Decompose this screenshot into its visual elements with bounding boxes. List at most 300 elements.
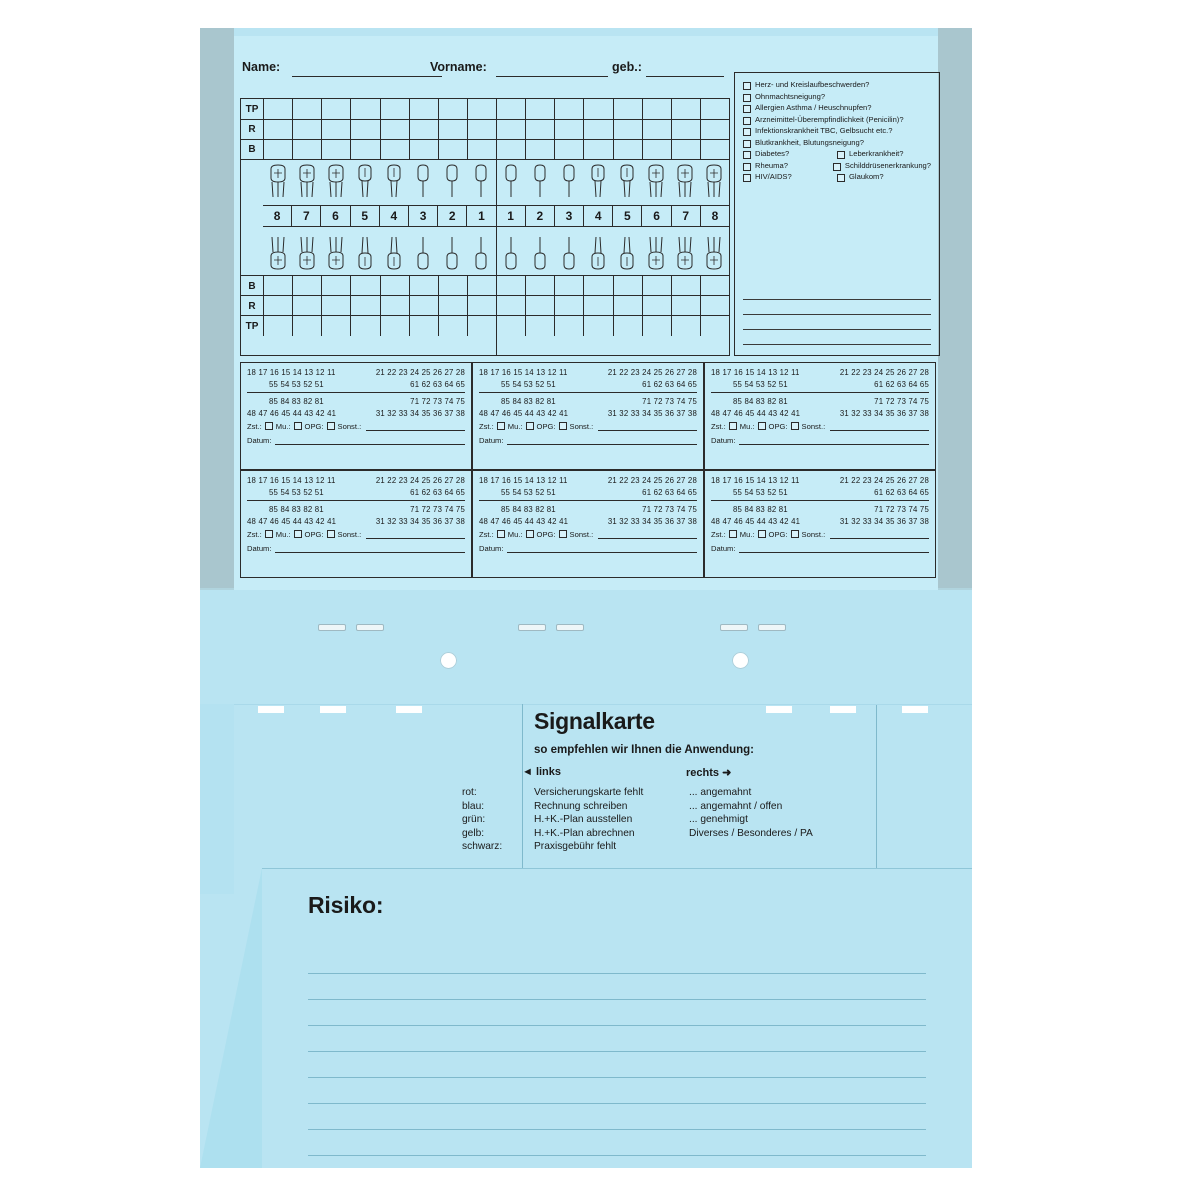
datum-field[interactable] — [275, 543, 465, 553]
tooth-number: 3 — [409, 206, 438, 226]
risiko-line[interactable] — [308, 948, 926, 974]
teeth-row-lower — [263, 225, 729, 275]
findings-status[interactable] — [247, 421, 465, 431]
anamnesis-label: Herz- und Kreislaufbeschwerden? — [755, 80, 870, 89]
findings-row — [247, 397, 465, 406]
signal-color: grün: — [462, 814, 486, 826]
tooth-number: 2 — [526, 206, 555, 226]
tooth-icon — [700, 225, 729, 275]
clip-bar — [518, 624, 546, 631]
mu-label: Mu.: — [275, 421, 291, 431]
anamnesis-item[interactable] — [743, 81, 931, 90]
checkbox[interactable] — [833, 163, 841, 171]
anamnesis-item[interactable] — [743, 116, 931, 125]
tooth-icon — [438, 159, 467, 205]
filing-mechanism — [200, 610, 972, 706]
geb-label: geb.: — [612, 60, 642, 74]
opg-label: OPG: — [304, 421, 324, 431]
findings-left: 85 84 83 82 81 — [733, 505, 788, 514]
checkbox[interactable] — [743, 174, 751, 182]
row-label: TP — [241, 316, 264, 336]
findings-row — [479, 409, 697, 418]
signal-left: Versicherungskarte fehlt — [534, 787, 644, 798]
checkbox[interactable] — [294, 422, 302, 430]
zst-label: Zst.: — [479, 529, 494, 539]
findings-right: 71 72 73 74 75 — [874, 505, 929, 514]
risiko-line[interactable] — [308, 1052, 926, 1078]
findings-row — [479, 517, 697, 526]
checkbox[interactable] — [327, 530, 335, 538]
signalkarte-title: Signalkarte — [534, 708, 655, 734]
chart-row-b-upper — [241, 139, 729, 160]
findings-row — [247, 517, 465, 526]
findings-row — [711, 488, 929, 497]
sonst-label: Sonst.: — [801, 421, 826, 431]
row-cells[interactable] — [264, 99, 729, 119]
findings-grid — [240, 362, 938, 580]
signalkarte-right-header: rechts ➜ — [686, 767, 732, 779]
datum-label: Datum: — [711, 543, 736, 553]
sonst-label: Sonst.: — [569, 529, 594, 539]
mu-label: Mu.: — [275, 529, 291, 539]
findings-row — [711, 409, 929, 418]
findings-right: 31 32 33 34 35 36 37 38 — [607, 517, 697, 526]
clip-bar — [758, 624, 786, 631]
sonst-field[interactable] — [598, 529, 697, 539]
signalkarte-left-header: ◄ links — [522, 766, 562, 778]
findings-right: 31 32 33 34 35 36 37 38 — [839, 517, 929, 526]
findings-row — [479, 488, 697, 497]
checkbox[interactable] — [497, 422, 505, 430]
anamnesis-notes[interactable] — [743, 285, 931, 345]
findings-left: 18 17 16 15 14 13 12 11 — [711, 476, 800, 485]
opg-label: OPG: — [768, 421, 788, 431]
findings-right: 21 22 23 24 25 26 27 28 — [607, 368, 697, 377]
vorname-label: Vorname: — [430, 60, 487, 74]
tooth-icon — [292, 225, 321, 275]
checkbox[interactable] — [526, 422, 534, 430]
tooth-icon — [380, 225, 409, 275]
findings-status[interactable] — [247, 529, 465, 539]
anamnesis-box — [734, 72, 940, 356]
checkbox[interactable] — [758, 422, 766, 430]
tooth-icon — [467, 225, 496, 275]
checkbox[interactable] — [729, 422, 737, 430]
signal-row — [462, 813, 869, 827]
mu-label: Mu.: — [507, 529, 523, 539]
findings-right: 21 22 23 24 25 26 27 28 — [839, 368, 929, 377]
findings-divider — [711, 392, 929, 393]
sonst-field[interactable] — [366, 421, 465, 431]
row-label: B — [241, 139, 264, 159]
findings-row — [711, 380, 929, 389]
signal-right: ... angemahnt / offen — [689, 800, 783, 812]
zst-label: Zst.: — [479, 421, 494, 431]
opg-label: OPG: — [304, 529, 324, 539]
findings-left: 55 54 53 52 51 — [733, 380, 788, 389]
checkbox[interactable] — [497, 530, 505, 538]
checkbox[interactable] — [743, 140, 751, 148]
tooth-number: 1 — [467, 206, 496, 226]
signal-left: H.+K.-Plan abrechnen — [534, 827, 635, 839]
signalkarte-subtitle: so empfehlen wir Ihnen die Anwendung: — [534, 744, 754, 756]
risiko-line[interactable] — [308, 974, 926, 1000]
tooth-icon — [671, 225, 700, 275]
findings-left: 55 54 53 52 51 — [501, 380, 556, 389]
findings-left: 18 17 16 15 14 13 12 11 — [479, 368, 568, 377]
findings-divider — [479, 500, 697, 501]
datum-field[interactable] — [275, 435, 465, 445]
row-cells[interactable] — [264, 316, 729, 336]
row-cells[interactable] — [264, 276, 729, 296]
row-label: R — [241, 296, 264, 316]
tooth-chart — [240, 98, 730, 356]
findings-row — [711, 476, 929, 485]
tooth-number-row — [263, 205, 729, 227]
tooth-icon — [496, 225, 525, 275]
findings-right: 21 22 23 24 25 26 27 28 — [375, 476, 465, 485]
findings-left: 55 54 53 52 51 — [269, 380, 324, 389]
sonst-label: Sonst.: — [801, 529, 826, 539]
findings-left: 18 17 16 15 14 13 12 11 — [247, 476, 336, 485]
sonst-field[interactable] — [598, 421, 697, 431]
tooth-number: 4 — [584, 206, 613, 226]
risiko-line[interactable] — [308, 1104, 926, 1130]
findings-right: 71 72 73 74 75 — [642, 505, 697, 514]
anamnesis-label: Rheuma? — [755, 160, 788, 170]
findings-date[interactable] — [247, 435, 465, 445]
signal-left: Rechnung schreiben — [534, 800, 628, 812]
tooth-number: 5 — [351, 206, 380, 226]
findings-status[interactable] — [479, 421, 697, 431]
risiko-line[interactable] — [308, 1000, 926, 1026]
findings-right: 61 62 63 64 65 — [642, 488, 697, 497]
checkbox[interactable] — [837, 174, 845, 182]
row-label: B — [241, 276, 264, 296]
findings-right: 21 22 23 24 25 26 27 28 — [375, 368, 465, 377]
datum-field[interactable] — [739, 543, 929, 553]
signal-right: Diverses / Besonderes / PA — [689, 827, 813, 839]
findings-date[interactable] — [711, 543, 929, 553]
datum-label: Datum: — [479, 435, 504, 445]
findings-right: 71 72 73 74 75 — [642, 397, 697, 406]
findings-left: 85 84 83 82 81 — [501, 397, 556, 406]
anamnesis-label: Allergien Asthma / Heuschnupfen? — [755, 103, 872, 112]
datum-label: Datum: — [247, 543, 272, 553]
signal-color: gelb: — [462, 827, 485, 839]
findings-divider — [247, 500, 465, 501]
datum-field[interactable] — [507, 435, 697, 445]
tooth-icon — [671, 159, 700, 205]
risiko-line[interactable] — [308, 1130, 926, 1156]
sonst-label: Sonst.: — [337, 529, 362, 539]
tooth-icon — [525, 225, 554, 275]
anamnesis-label-2: Leberkrankheit? — [849, 149, 904, 158]
tooth-icon — [321, 225, 350, 275]
datum-field[interactable] — [507, 543, 697, 553]
punch-hole — [440, 652, 457, 669]
findings-right: 61 62 63 64 65 — [642, 380, 697, 389]
mu-label: Mu.: — [739, 529, 755, 539]
findings-right: 61 62 63 64 65 — [410, 380, 465, 389]
findings-left: 48 47 46 45 44 43 42 41 — [247, 517, 337, 526]
sonst-label: Sonst.: — [337, 421, 362, 431]
findings-left: 18 17 16 15 14 13 12 11 — [479, 476, 568, 485]
tooth-number: 8 — [711, 209, 719, 223]
tooth-number: 2 — [438, 206, 467, 226]
checkbox[interactable] — [743, 94, 751, 102]
checkbox[interactable] — [743, 163, 751, 171]
checkbox[interactable] — [837, 151, 845, 159]
findings-right: 31 32 33 34 35 36 37 38 — [375, 517, 465, 526]
clip-bar — [720, 624, 748, 631]
findings-row — [247, 409, 465, 418]
anamnesis-item[interactable] — [743, 93, 931, 102]
tooth-icon — [496, 159, 525, 205]
findings-right: 71 72 73 74 75 — [410, 505, 465, 514]
mu-label: Mu.: — [739, 421, 755, 431]
findings-row — [479, 368, 697, 377]
findings-row — [479, 476, 697, 485]
signal-row — [462, 840, 869, 854]
tooth-number: 5 — [613, 206, 642, 226]
sonst-field[interactable] — [830, 421, 929, 431]
signal-color: rot: — [462, 787, 477, 798]
anamnesis-item[interactable] — [743, 104, 931, 113]
signalkarte-panel — [200, 704, 972, 894]
anamnesis-item[interactable] — [743, 127, 931, 136]
findings-row — [247, 488, 465, 497]
row-label: TP — [241, 99, 264, 119]
signal-row — [462, 827, 869, 841]
mu-label: Mu.: — [507, 421, 523, 431]
folder-body — [200, 28, 972, 1168]
anamnesis-label: HIV/AIDS? — [755, 172, 792, 181]
findings-left: 85 84 83 82 81 — [269, 397, 324, 406]
findings-status[interactable] — [479, 529, 697, 539]
findings-divider — [247, 392, 465, 393]
findings-row — [247, 380, 465, 389]
row-cells[interactable] — [264, 296, 729, 316]
tooth-icon — [409, 159, 438, 205]
findings-date[interactable] — [711, 435, 929, 445]
findings-left: 48 47 46 45 44 43 42 41 — [479, 409, 569, 418]
findings-block — [704, 362, 936, 470]
checkbox[interactable] — [559, 530, 567, 538]
signal-tab-edge — [876, 704, 898, 705]
zst-label: Zst.: — [711, 529, 726, 539]
checkbox[interactable] — [294, 530, 302, 538]
findings-right: 61 62 63 64 65 — [874, 380, 929, 389]
tooth-icon — [409, 225, 438, 275]
findings-row — [479, 397, 697, 406]
row-cells[interactable] — [264, 139, 729, 159]
findings-row — [711, 397, 929, 406]
checkbox[interactable] — [559, 422, 567, 430]
tooth-number: 3 — [555, 206, 584, 226]
checkbox[interactable] — [743, 82, 751, 90]
tooth-icon — [583, 225, 612, 275]
signal-left-bevel — [200, 704, 234, 894]
datum-label: Datum: — [479, 543, 504, 553]
chart-row-tp-upper — [241, 99, 729, 120]
signal-row — [462, 800, 869, 814]
clip-bar — [356, 624, 384, 631]
anamnesis-label-2: Glaukom? — [849, 172, 884, 181]
opg-label: OPG: — [768, 529, 788, 539]
risiko-lines[interactable] — [308, 948, 926, 1156]
checkbox[interactable] — [758, 530, 766, 538]
chart-row-r-lower — [241, 295, 729, 316]
checkbox[interactable] — [743, 151, 751, 159]
findings-row — [247, 368, 465, 377]
signal-left: Praxisgebühr fehlt — [534, 841, 617, 853]
checkbox[interactable] — [743, 105, 751, 113]
opg-label: OPG: — [536, 421, 556, 431]
findings-left: 55 54 53 52 51 — [501, 488, 556, 497]
anamnesis-item[interactable] — [743, 139, 931, 148]
datum-field[interactable] — [739, 435, 929, 445]
findings-block — [472, 470, 704, 578]
findings-left: 48 47 46 45 44 43 42 41 — [711, 409, 801, 418]
signalkarte-table — [462, 786, 869, 854]
patient-card — [234, 36, 938, 590]
anamnesis-label: Ohnmachtsneigung? — [755, 91, 826, 101]
risiko-line[interactable] — [308, 1026, 926, 1052]
findings-row — [479, 380, 697, 389]
tooth-number: 6 — [321, 206, 350, 226]
chart-row-tp-lower — [241, 315, 729, 336]
findings-left: 48 47 46 45 44 43 42 41 — [479, 517, 569, 526]
checkbox[interactable] — [327, 422, 335, 430]
findings-right: 61 62 63 64 65 — [874, 488, 929, 497]
findings-block — [240, 362, 472, 470]
signal-right — [689, 840, 869, 854]
grey-strip-right — [938, 28, 972, 588]
flap-edge — [262, 868, 972, 869]
row-cells[interactable] — [264, 119, 729, 139]
tooth-icon — [438, 225, 467, 275]
checkbox[interactable] — [743, 128, 751, 136]
tooth-icon — [263, 159, 292, 205]
tooth-icon — [642, 225, 671, 275]
findings-date[interactable] — [479, 435, 697, 445]
findings-left: 48 47 46 45 44 43 42 41 — [711, 517, 801, 526]
findings-right: 21 22 23 24 25 26 27 28 — [607, 476, 697, 485]
signal-color: blau: — [462, 800, 485, 812]
risiko-line[interactable] — [308, 1078, 926, 1104]
geb-field[interactable] — [646, 76, 724, 77]
anamnesis-label-2: Schilddrüsenerkrankung? — [844, 160, 931, 170]
anamnesis-item[interactable] — [743, 150, 931, 159]
tooth-icon — [263, 225, 292, 275]
findings-right: 21 22 23 24 25 26 27 28 — [839, 476, 929, 485]
zst-label: Zst.: — [247, 529, 262, 539]
checkbox[interactable] — [265, 530, 273, 538]
findings-status[interactable] — [711, 529, 929, 539]
checkbox[interactable] — [791, 422, 799, 430]
clip-bar — [556, 624, 584, 631]
findings-divider — [711, 500, 929, 501]
findings-status[interactable] — [711, 421, 929, 431]
tooth-number: 7 — [672, 206, 701, 226]
findings-left: 55 54 53 52 51 — [269, 488, 324, 497]
checkbox[interactable] — [265, 422, 273, 430]
signal-right: ... angemahnt — [689, 787, 752, 798]
tooth-number: 8 — [263, 206, 292, 226]
vorname-field[interactable] — [496, 76, 608, 77]
clip-bar — [318, 624, 346, 631]
tooth-number: 7 — [292, 206, 321, 226]
tooth-icon — [613, 159, 642, 205]
signal-left: H.+K.-Plan ausstellen — [534, 814, 633, 826]
tooth-icon — [554, 225, 583, 275]
anamnesis-item[interactable] — [743, 173, 931, 182]
datum-label: Datum: — [247, 435, 272, 445]
findings-left: 18 17 16 15 14 13 12 11 — [711, 368, 800, 377]
findings-right: 31 32 33 34 35 36 37 38 — [375, 409, 465, 418]
tooth-icon — [613, 225, 642, 275]
tooth-icon — [642, 159, 671, 205]
flap-left-bevel — [200, 868, 262, 1168]
risiko-title: Risiko: — [308, 892, 384, 918]
row-label: R — [241, 119, 264, 139]
tooth-number: 4 — [380, 206, 409, 226]
anamnesis-item[interactable] — [743, 162, 931, 171]
findings-left: 85 84 83 82 81 — [501, 505, 556, 514]
tooth-icon — [292, 159, 321, 205]
checkbox[interactable] — [743, 117, 751, 125]
findings-date[interactable] — [479, 543, 697, 553]
tooth-icon — [525, 159, 554, 205]
sonst-field[interactable] — [830, 529, 929, 539]
name-field[interactable] — [292, 76, 442, 77]
teeth-row-upper — [263, 159, 729, 205]
findings-date[interactable] — [247, 543, 465, 553]
findings-row — [247, 476, 465, 485]
tooth-icon — [380, 159, 409, 205]
tooth-icon — [350, 159, 379, 205]
findings-right: 71 72 73 74 75 — [874, 397, 929, 406]
sonst-field[interactable] — [366, 529, 465, 539]
findings-right: 61 62 63 64 65 — [410, 488, 465, 497]
findings-row — [247, 505, 465, 514]
findings-right: 31 32 33 34 35 36 37 38 — [839, 409, 929, 418]
findings-block — [472, 362, 704, 470]
anamnesis-label: Blutkrankheit, Blutungsneigung? — [755, 137, 864, 147]
chart-row-r-upper — [241, 119, 729, 140]
findings-left: 55 54 53 52 51 — [733, 488, 788, 497]
signal-row — [462, 786, 869, 800]
findings-row — [479, 505, 697, 514]
datum-label: Datum: — [711, 435, 736, 445]
checkbox[interactable] — [729, 530, 737, 538]
findings-row — [711, 505, 929, 514]
tooth-icon — [554, 159, 583, 205]
name-label: Name: — [242, 60, 281, 74]
zst-label: Zst.: — [711, 421, 726, 431]
zst-label: Zst.: — [247, 421, 262, 431]
findings-right: 71 72 73 74 75 — [410, 397, 465, 406]
findings-block — [704, 470, 936, 578]
checkbox[interactable] — [526, 530, 534, 538]
signal-color: schwarz: — [462, 841, 503, 853]
findings-left: 85 84 83 82 81 — [269, 505, 324, 514]
findings-divider — [479, 392, 697, 393]
checkbox[interactable] — [791, 530, 799, 538]
tooth-icon — [583, 159, 612, 205]
sonst-label: Sonst.: — [569, 421, 594, 431]
